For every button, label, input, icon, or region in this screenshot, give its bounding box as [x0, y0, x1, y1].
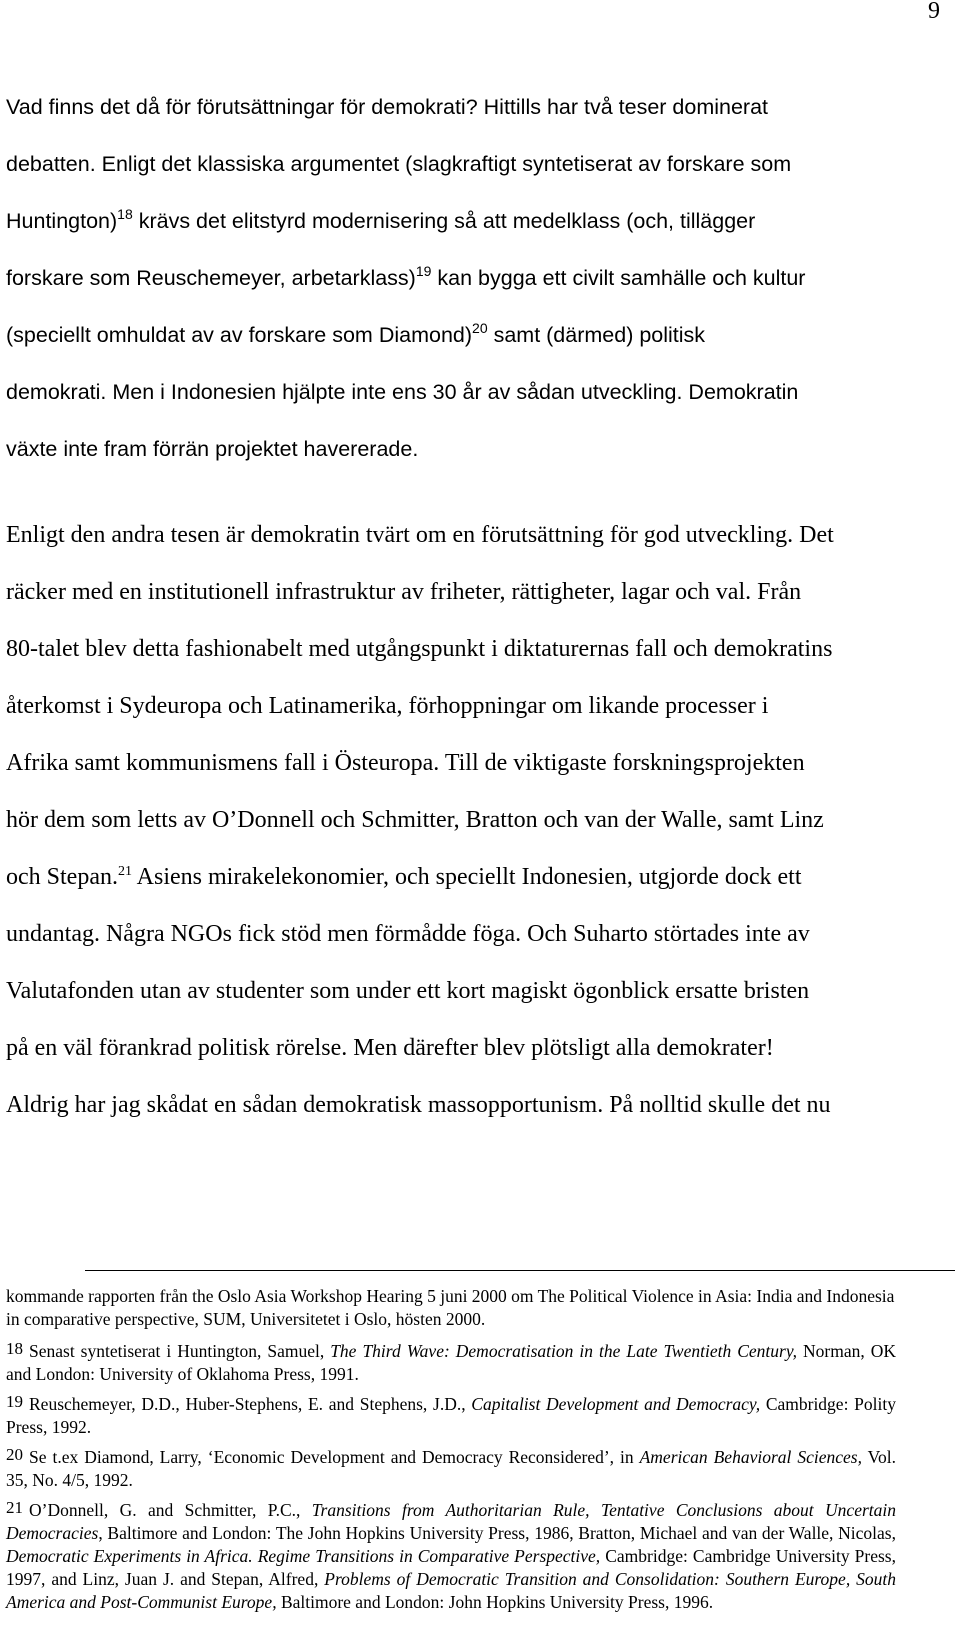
paragraph-2-line: på en väl förankrad politisk rörelse. Men därefter blev plötsligt alla demokrater!	[6, 1035, 774, 1061]
paragraph-2-line: räcker med en institutionell infrastruktur av friheter, rättigheter, lagar och val. Från	[6, 579, 802, 605]
footnote-number: 20	[6, 1445, 23, 1464]
paragraph-2-line: och Stepan.$^{21}$ Asiens mirakelekonomier, och speciellt Indonesien, utgjorde dock ett	[6, 864, 802, 890]
footnote-reference[interactable]: 18	[117, 206, 133, 222]
footnotes	[6, 1285, 896, 1618]
paragraph-2-line: hör dem som letts av O’Donnell och Schmitter, Bratton och van der Walle, samt Linz	[6, 807, 824, 833]
paragraph-2-line: Enligt den andra tesen är demokratin tvärt om en förutsättning för god utveckling. Det	[6, 522, 834, 548]
page-number: 9	[928, 0, 940, 24]
paragraph-2-line: Afrika samt kommunismens fall i Östeuropa. Till de viktigaste forskningsprojekten	[6, 750, 805, 776]
footnote-list	[6, 1337, 896, 1614]
paragraph-1-line: (speciellt omhuldat av av forskare som Diamond)$^{20}$ samt (därmed) politisk	[6, 320, 706, 347]
footnote-continuation: kommande rapporten från the Oslo Asia Workshop Hearing 5 juni 2000 om The Political Violence in Asia: India and Indonesia in comparative perspective, SUM, Universitetet i Oslo, hösten 2000.	[6, 1286, 895, 1329]
paragraph-1	[6, 79, 926, 478]
paragraph-1-line: debatten. Enligt det klassiska argumentet (slagkraftigt syntetiserat av forskare som	[6, 152, 792, 176]
paragraph-1-line: forskare som Reuschemeyer, arbetarklass)$^{19}$ kan bygga ett civilt samhälle och kultur	[6, 263, 806, 290]
footnote-20: 20 Se t.ex Diamond, Larry, ‘Economic Development and Democracy Reconsidered’, in American Behavioral Sciences, Vol. 35, No. 4/5, 1992.	[6, 1445, 896, 1490]
paragraph-2-line: Valutafonden utan av studenter som under ett kort magiskt ögonblick ersatte bristen	[6, 978, 810, 1004]
footnote-18: 18 Senast syntetiserat i Huntington, Samuel, The Third Wave: Democratisation in the Late Twentieth Century, Norman, OK and London: University of Oklahoma Press, 1991.	[6, 1339, 897, 1384]
footnote-reference[interactable]: 20	[472, 320, 488, 336]
footnote-number: 18	[6, 1339, 23, 1358]
paragraph-1-line: demokrati. Men i Indonesien hjälpte inte ens 30 år av sådan utveckling. Demokratin	[6, 380, 799, 404]
footnote-number: 19	[6, 1392, 23, 1411]
footnote-number: 21	[6, 1498, 23, 1517]
paragraph-2-line: 80-talet blev detta fashionabelt med utgångspunkt i diktaturernas fall och demokratins	[6, 636, 833, 662]
paragraph-1-line: växte inte fram förrän projektet havererade.	[6, 437, 419, 461]
footnote-divider	[85, 1270, 955, 1271]
footnote-21: 21 O’Donnell, G. and Schmitter, P.C., Transitions from Authoritarian Rule, Tentative Conclusions about Uncertain Democracies, Baltimore and London: The John Hopkins University Press, 1986, Bratton, Michael and van der Walle, Nicolas, Democratic Experiments in Africa. Regime Transitions in Comparative Perspective, Cambridge: Cambridge University Press, 1997, and Linz, Juan J. and Stepan, Alfred, Problems of Democratic Transition and Consolidation: Southern Europe, South America and Post-Communist Europe, Baltimore and London: John Hopkins University Press, 1996.	[6, 1498, 896, 1612]
paragraph-2-line: Aldrig har jag skådat en sådan demokratisk massopportunism. På nolltid skulle det nu	[6, 1092, 831, 1118]
footnote-reference[interactable]: 21	[117, 864, 132, 879]
footnote-19: 19 Reuschemeyer, D.D., Huber-Stephens, E. and Stephens, J.D., Capitalist Development and Democracy, Cambridge: Polity Press, 1992.	[6, 1392, 896, 1437]
paragraph-2-line: undantag. Några NGOs fick stöd men förmådde föga. Och Suharto störtades inte av	[6, 921, 810, 947]
footnote-reference[interactable]: 19	[415, 263, 432, 279]
paragraph-2-line: återkomst i Sydeuropa och Latinamerika, förhoppningar om likande processer i	[6, 693, 769, 719]
paragraph-1-line: Huntington)$^{18}$ krävs det elitstyrd modernisering så att medelklass (och, tillägger	[6, 206, 756, 233]
paragraph-1-line: Vad finns det då för förutsättningar för demokrati? Hittills har två teser dominerat	[6, 95, 769, 119]
paragraph-2	[6, 507, 926, 1134]
